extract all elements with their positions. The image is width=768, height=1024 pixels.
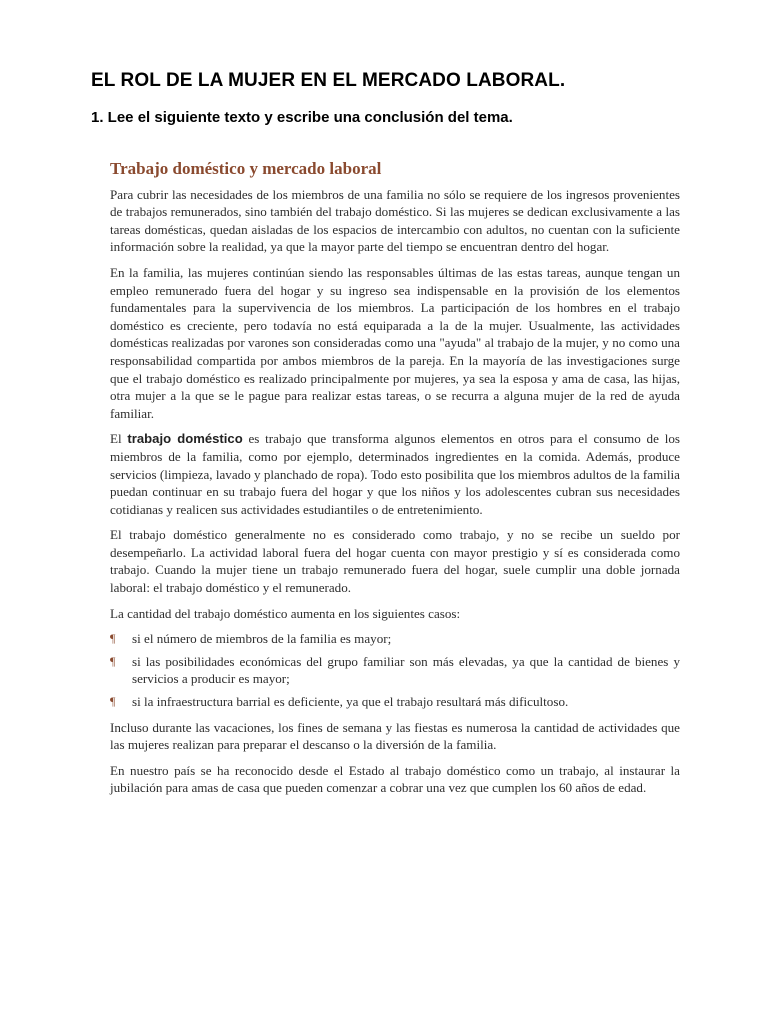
paragraph-rest: es trabajo que transforma algunos elementos en otros para el consumo de los miembros de la familia, como por ejemplo, determinados ingredientes en la comida. Además, produce servicios (limpieza, lavado y planchado de ropa). Todo esto posibilita que los miembros adultos de la familia puedan continuar en su trabajo fuera del hogar y que los niños y los adolescentes cubran sus necesidades cotidianas y realicen sus actividades estudiantiles o de entretenimiento. [110, 431, 680, 517]
paragraph [110, 430, 680, 518]
list-item [110, 630, 680, 648]
list-item [110, 693, 680, 711]
pilcrow-icon: ¶ [110, 631, 116, 646]
paragraph: El trabajo doméstico generalmente no es considerado como trabajo, y no se recibe un sueldo por desempeñarlo. La actividad laboral fuera del hogar cuenta con mayor prestigio y sí es considerada como trabajo. Cuando la mujer tiene un trabajo remunerado fuera del hogar, suele cumplir una doble jornada laboral: el trabajo doméstico y el remunerado. [110, 527, 680, 596]
pilcrow-icon: ¶ [110, 653, 116, 668]
excerpt-heading: Trabajo doméstico y mercado laboral [110, 159, 382, 178]
paragraph-start: El [110, 431, 122, 447]
text-excerpt [110, 160, 680, 805]
list-item-text: si el número de miembros de la familia es mayor; [132, 631, 392, 647]
paragraph: En nuestro país se ha reconocido desde el Estado al trabajo doméstico como un trabajo, al instaurar la jubilación para amas de casa que pueden comenzar a cobrar una vez que cumplen los 60 años de edad. [110, 762, 680, 796]
cases-list [110, 630, 680, 710]
paragraph: Incluso durante las vacaciones, los fines de semana y las fiestas es numerosa la cantidad de actividades que las mujeres realizan para preparar el descanso o la diversión de la familia. [110, 719, 680, 753]
pilcrow-icon: ¶ [110, 694, 116, 709]
list-item-text: si las posibilidades económicas del grupo familiar son más elevadas, ya que la cantidad de bienes y servicios a producir es mayor; [132, 653, 680, 687]
list-item [110, 653, 680, 688]
page-title: EL ROL DE LA MUJER EN EL MERCADO LABORAL. [91, 70, 566, 91]
paragraph: La cantidad del trabajo doméstico aumenta en los siguientes casos: [110, 605, 461, 621]
list-item-text: si la infraestructura barrial es deficiente, ya que el trabajo resultará más dificultoso. [132, 694, 569, 710]
paragraph: Para cubrir las necesidades de los miembros de una familia no sólo se requiere de los ingresos provenientes de trabajos remunerados, sino también del trabajo doméstico. Si las mujeres se dedican exclusivamente a las tareas domésticas, quedan aisladas de los espacios de intercambio con adultos, no cuentan con la suficiente información sobre la realidad, ya que la mayor parte del tiempo se encuentran dentro del hogar. [110, 186, 680, 255]
paragraph: En la familia, las mujeres continúan siendo las responsables últimas de las estas tareas, aunque tengan un empleo remunerado fuera del hogar y su ingreso sea indispensable en la provisión de los elementos fundamentales para la supervivencia de los miembros. La participación de los hombres en el trabajo doméstico es creciente, pero todavía no está equiparada a la de la mujer. Usualmente, las actividades domésticas realizadas por varones son consideradas como una "ayuda" al trabajo de la mujer, y no como una responsabilidad compartida por ambos miembros de la pareja. En la mayoría de las investigaciones surge que el trabajo doméstico es realizado principalmente por mujeres, ya sea la esposa y ama de casa, las hijas, otra mujer a la que se le pague para realizar estas tareas, o se recurra a alguna mujer de la red de ayuda familiar. [110, 264, 680, 421]
instruction-text: 1. Lee el siguiente texto y escribe una conclusión del tema. [91, 109, 513, 126]
keyword: trabajo doméstico [127, 431, 243, 447]
